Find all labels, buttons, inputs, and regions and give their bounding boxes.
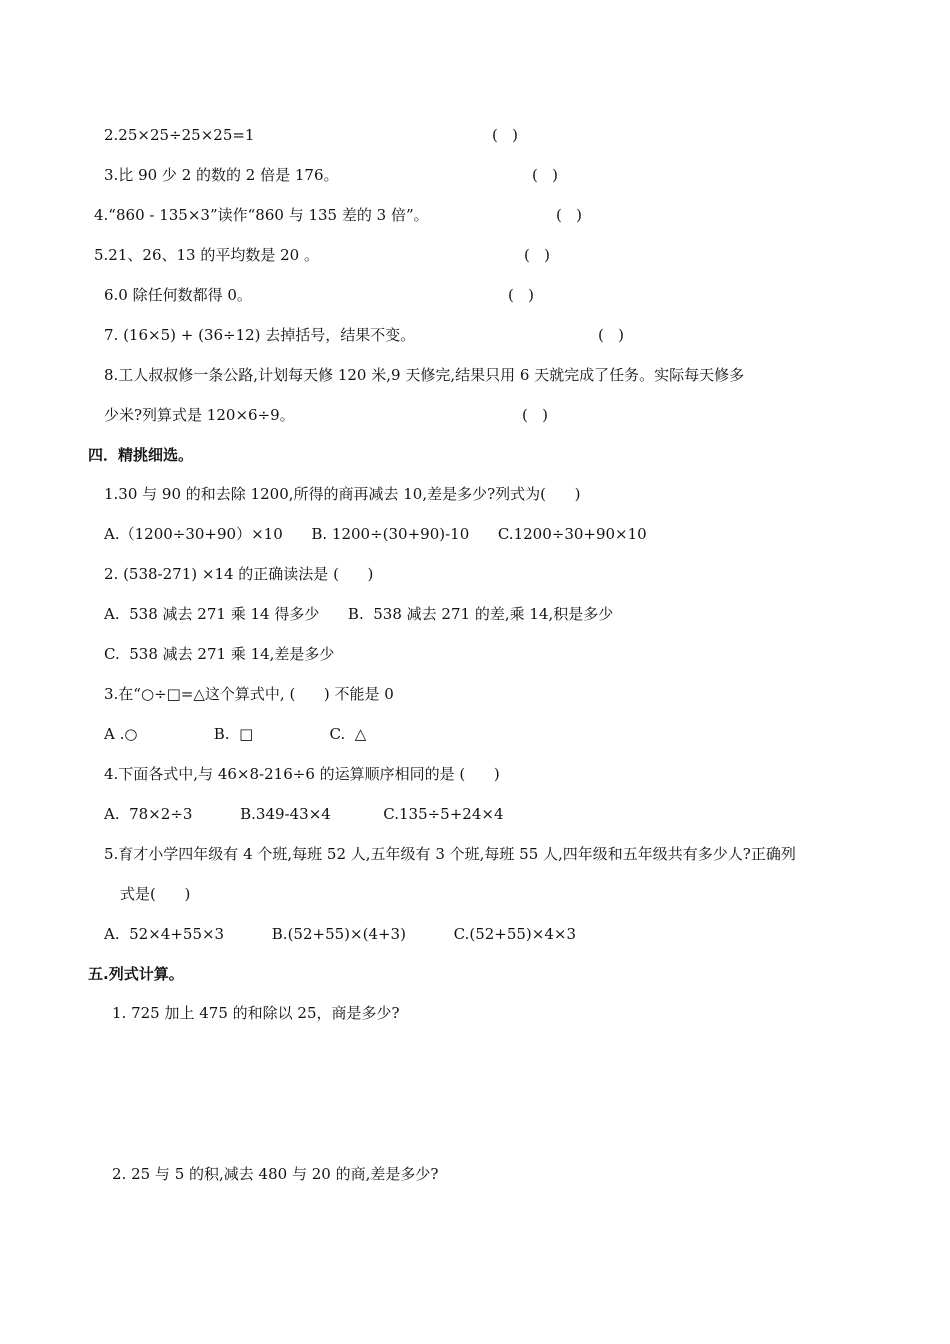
answer-blank[interactable]: ( ) (524, 246, 551, 264)
choice-q3: 3.在“○÷□=△这个算式中, ( ) 不能是 0 (104, 685, 394, 703)
choice-q2-option-c[interactable]: C. 538 减去 271 乘 14,差是多少 (104, 645, 335, 663)
judge-q3: 3.比 90 少 2 的数的 2 倍是 176。 (104, 166, 339, 184)
calc-q1: 1. 725 加上 475 的和除以 25，商是多少? (112, 1004, 400, 1022)
answer-blank[interactable]: ( ) (492, 126, 519, 144)
choice-q5-line2: 式是( ) (120, 885, 191, 903)
judge-q2: 2.25×25÷25×25=1 (104, 126, 255, 144)
answer-blank[interactable]: ( ) (598, 326, 625, 344)
judge-q8-line2: 少米?列算式是 120×6÷9。 (104, 406, 295, 424)
answer-blank[interactable]: ( ) (556, 206, 583, 224)
answer-blank[interactable]: ( ) (522, 406, 549, 424)
section5-title: 五.列式计算。 (88, 965, 184, 983)
judge-q4: 4.“860 - 135×3”读作“860 与 135 差的 3 倍”。 (94, 206, 429, 224)
answer-blank[interactable]: ( ) (532, 166, 559, 184)
choice-q2: 2. (538-271) ×14 的正确读法是 ( ) (104, 565, 374, 583)
section4-title: 四．精挑细选。 (88, 446, 194, 464)
choice-q4: 4.下面各式中,与 46×8-216÷6 的运算顺序相同的是 ( ) (104, 765, 500, 783)
choice-q5-options[interactable]: A. 52×4+55×3 B.(52+55)×(4+3) C.(52+55)×4×3 (104, 925, 577, 943)
calc-q2: 2. 25 与 5 的积,减去 480 与 20 的商,差是多少? (112, 1165, 439, 1183)
choice-q4-options[interactable]: A. 78×2÷3 B.349-43×4 C.135÷5+24×4 (104, 805, 504, 823)
choice-q2-options-ab[interactable]: A. 538 减去 271 乘 14 得多少 B. 538 减去 271 的差,乘 14,积是多少 (104, 605, 614, 623)
choice-q5-line1: 5.育才小学四年级有 4 个班,每班 52 人,五年级有 3 个班,每班 55 人,四年级和五年级共有多少人?正确列 (104, 845, 796, 863)
judge-q7: 7. (16×5) + (36÷12) 去掉括号，结果不变。 (104, 326, 416, 344)
judge-q5: 5.21、26、13 的平均数是 20 。 (94, 246, 319, 264)
choice-q3-options[interactable]: A .○ B. □ C. △ (104, 725, 367, 743)
answer-blank[interactable]: ( ) (508, 286, 535, 304)
judge-q6: 6.0 除任何数都得 0。 (104, 286, 252, 304)
choice-q1-options[interactable]: A.（1200÷30+90）×10 B. 1200÷(30+90)-10 C.1200÷30+90×10 (104, 525, 647, 543)
judge-q8-line1: 8.工人叔叔修一条公路,计划每天修 120 米,9 天修完,结果只用 6 天就完成了任务。实际每天修多 (104, 366, 745, 384)
choice-q1: 1.30 与 90 的和去除 1200,所得的商再减去 10,差是多少?列式为( ) (104, 485, 581, 503)
